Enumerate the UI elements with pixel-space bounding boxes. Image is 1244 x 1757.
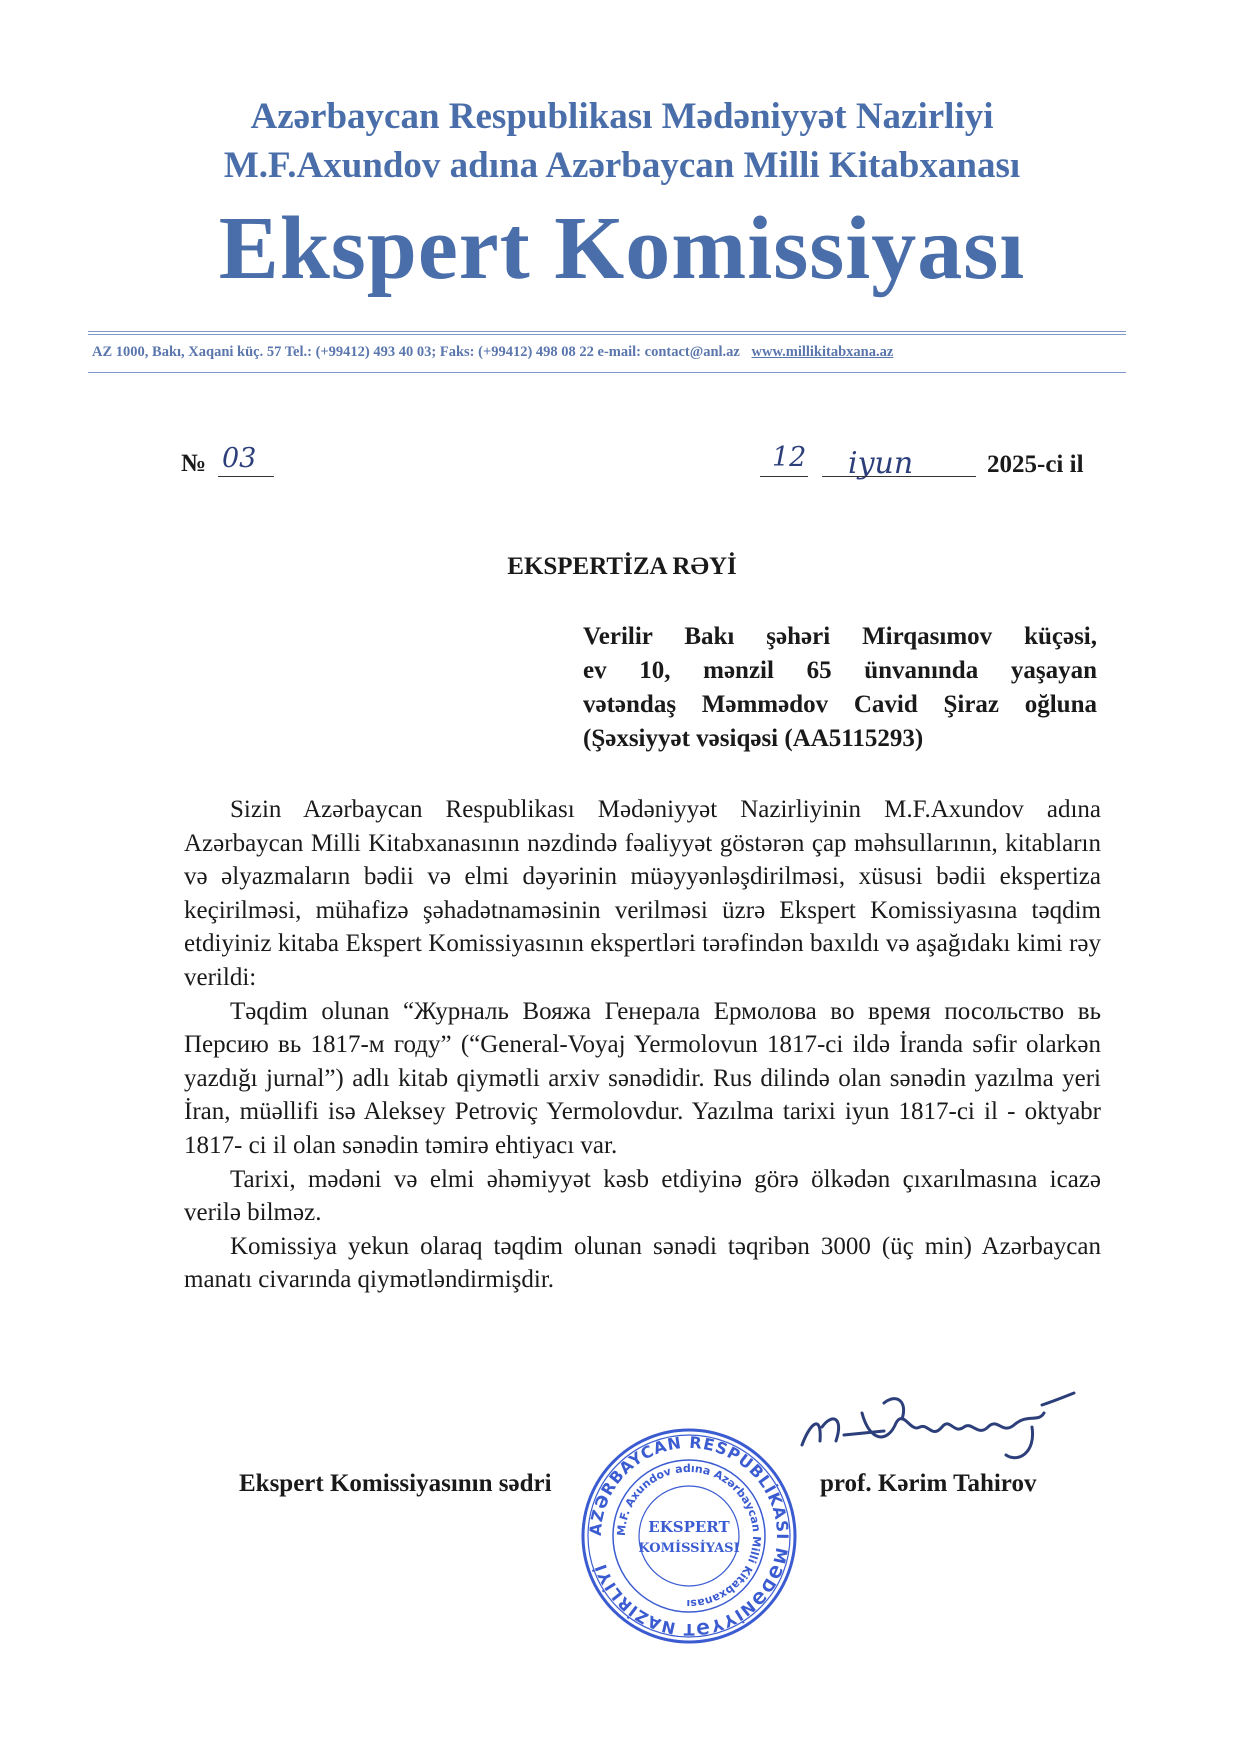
number-underline xyxy=(218,476,274,477)
website-link[interactable]: www.millikitabxana.az xyxy=(751,344,894,360)
stamp-center-line1: EKSPERT xyxy=(648,1518,730,1536)
number-value: 03 xyxy=(222,443,257,474)
date-month: iyun xyxy=(848,446,914,481)
date-year: 2025-ci il xyxy=(987,451,1084,478)
official-stamp xyxy=(578,1425,800,1647)
number-label: № xyxy=(181,450,207,477)
document-title: EKSPERTİZA RƏYİ xyxy=(507,553,737,580)
header-divider-top-2 xyxy=(88,334,1126,335)
contact-line xyxy=(92,344,1126,361)
month-underline xyxy=(822,476,976,477)
stamp-ring-text: AZƏRBAYCAN RESPUBLİKASI MƏDƏNİYYƏT NAZİRLİYİ xyxy=(585,1432,793,1640)
addressee-line: (Şəxsiyyət vəsiqəsi (AA5115293) xyxy=(583,725,924,752)
header-divider-top xyxy=(88,331,1126,332)
ministry-heading: Azərbaycan Respublikası Mədəniyyət Nazirliyi xyxy=(250,96,994,137)
body-paragraph: Komissiya yekun olaraq təqdim olunan sənədi təqribən 3000 (üç min) Azərbaycan manatı civarında qiymətləndirmişdir. xyxy=(184,1232,1101,1294)
handwritten-signature xyxy=(792,1383,1092,1463)
stamp-center-line2: KOMİSSİYASI xyxy=(638,1541,740,1556)
signatory-name: prof. Kərim Tahirov xyxy=(820,1470,1037,1497)
date-day: 12 xyxy=(772,442,807,473)
body-paragraph: Təqdim olunan “Журналь Вояжа Генерала Ермолова во время посольство вь Персию вь 1817-м году” (“General-Voyaj Yermolovun 1817-ci ildə İranda səfir olarkən yazdığı jurnal”) adlı kitab qiymətli arxiv sənədidir. Rus dilində olan sənədin yazılma yeri İran, müəllifi isə Aleksey Petroviç Yermolovdur. Yazılma tarixi iyun 1817-ci il - oktyabr 1817- ci il olan sənədin təmirə ehtiyacı var. xyxy=(184,997,1101,1159)
body-paragraph: Tarixi, mədəni və elmi əhəmiyyət kəsb etdiyinə görə ölkədən çıxarılmasına icazə verilə bilməz. xyxy=(184,1165,1101,1227)
day-underline xyxy=(760,476,808,477)
addressee-line: ev 10, mənzil 65 ünvanında yaşayan xyxy=(583,657,1097,684)
addressee-line: Verilir Bakı şəhəri Mirqasımov küçəsi, xyxy=(583,623,1097,650)
library-heading: M.F.Axundov adına Azərbaycan Milli Kitabxanası xyxy=(223,145,1021,186)
body-paragraph: Sizin Azərbaycan Respublikası Mədəniyyət Nazirliyinin M.F.Axundov adına Azərbaycan Milli Kitabxanasının nəzdində fəaliyyət göstərən çap məhsullarının, kitabların və əlyazmaların bədii və elmi dəyərinin müəyyənləşdirilməsi, xüsusi bədii ekspertiza keçirilməsi, mühafizə şəhadətnaməsinin verilməsi üzrə Ekspert Komissiyasına təqdim etdiyiniz kitaba Ekspert Komissiyasının ekspertləri tərəfindən baxıldı və aşağıdakı kimi rəy verildi: xyxy=(184,796,1101,991)
signatory-title: Ekspert Komissiyasının sədri xyxy=(239,1470,552,1497)
addressee-block xyxy=(583,620,1097,756)
contact-text: AZ 1000, Bakı, Xaqani küç. 57 Tel.: (+99412) 493 40 03; Faks: (+99412) 498 08 22 e-mail: contact@anl.az xyxy=(92,344,740,360)
stamp-inner-ring-text: M.F. Axundov adına Azərbaycan Milli Kitabxanası xyxy=(614,1461,764,1611)
document-body xyxy=(184,793,1101,1297)
header-divider-bottom xyxy=(88,372,1126,373)
addressee-line: vətəndaş Məmmədov Cavid Şiraz oğluna xyxy=(583,691,1097,718)
commission-heading: Ekspert Komissiyası xyxy=(218,199,1026,298)
